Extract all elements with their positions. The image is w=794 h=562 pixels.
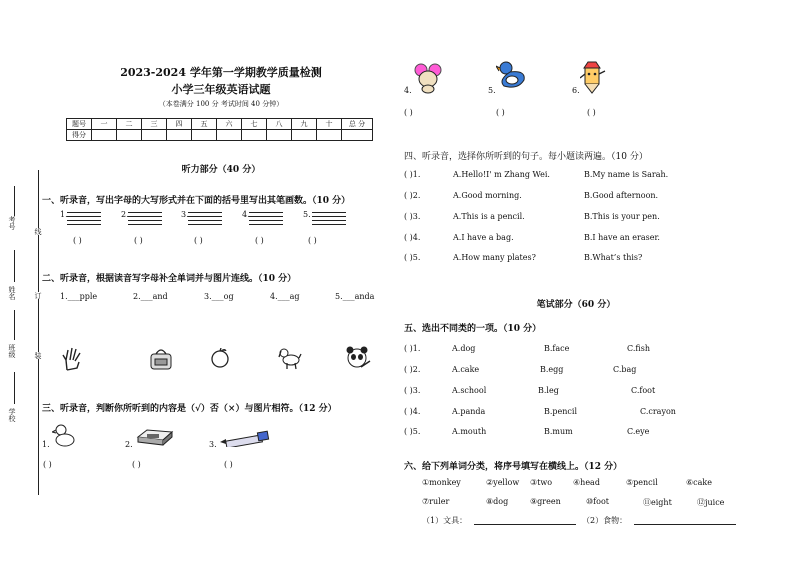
score-blank[interactable]: [292, 130, 317, 141]
score-table-header-row: [67, 119, 373, 130]
q6-word: ②yellow: [486, 478, 520, 487]
q5-num[interactable]: ( )3.: [404, 386, 421, 395]
q5-option-b[interactable]: B.mum: [544, 427, 573, 436]
answer-paren[interactable]: ( ): [308, 236, 317, 245]
q4-option-a[interactable]: A.I have a bag.: [453, 233, 514, 242]
q5-title: 五、选出不同类的一项。（10 分）: [404, 324, 542, 334]
q3-number: 6.: [572, 86, 580, 95]
q6-category-stationery: （1）文具：: [422, 516, 468, 525]
exam-number-label: 考号: [8, 216, 16, 230]
q6-word: ③two: [530, 478, 553, 487]
mouse-icon: [413, 62, 445, 94]
bird-icon: [496, 60, 530, 92]
score-blank[interactable]: [192, 130, 217, 141]
q5-option-a[interactable]: A.panda: [452, 407, 486, 416]
q6-word: ⑧dog: [486, 497, 509, 506]
exam-subtitle: 小学三年级英语试题: [171, 83, 271, 96]
q1-number: 1.: [60, 210, 68, 219]
q6-word: ⑩foot: [586, 497, 609, 506]
q4-num[interactable]: ( )1.: [404, 170, 421, 179]
score-cell: 一: [92, 119, 117, 130]
score-blank[interactable]: [92, 130, 117, 141]
q5-option-b[interactable]: B.face: [544, 344, 570, 353]
pencil-icon: [580, 60, 606, 94]
q5-option-c[interactable]: C.bag: [613, 365, 637, 374]
hand-icon: [62, 346, 84, 372]
score-cell: 三: [142, 119, 167, 130]
q4-num[interactable]: ( )4.: [404, 233, 421, 242]
q6-word: ⑪eight: [643, 498, 672, 507]
duck-icon: [52, 423, 76, 447]
q5-option-c[interactable]: C.eye: [627, 427, 650, 436]
q6-word: ④head: [573, 478, 600, 487]
score-cell: 二: [117, 119, 142, 130]
q4-option-a[interactable]: A.Good morning.: [453, 191, 522, 200]
q6-word: ①monkey: [422, 478, 461, 487]
bag-icon: [148, 347, 174, 371]
exam-title: 2023-2024 学年第一学期教学质量检测: [120, 66, 322, 79]
q6-word: ⑦ruler: [422, 497, 450, 506]
score-blank[interactable]: [142, 130, 167, 141]
marker-zhuang: 装: [34, 352, 42, 359]
answer-paren[interactable]: ( ): [255, 236, 264, 245]
answer-paren[interactable]: ( ): [587, 108, 596, 117]
marker-ding: 订: [34, 292, 42, 299]
q3-title: 三、听录音，判断你所听到的内容是（√）否（×）与图片相符。（12 分）: [42, 404, 337, 414]
q4-option-a[interactable]: A.Hello!I' m Zhang Wei.: [453, 170, 550, 179]
school-blank: [14, 372, 16, 404]
q5-option-c[interactable]: C.crayon: [640, 407, 676, 416]
q4-num[interactable]: ( )2.: [404, 191, 421, 200]
q5-option-a[interactable]: A.school: [452, 386, 487, 395]
q1-number: 3.: [181, 210, 189, 219]
q5-num[interactable]: ( )1.: [404, 344, 421, 353]
q4-option-b[interactable]: B.This is your pen.: [584, 212, 660, 221]
stationery-answer-line[interactable]: [474, 524, 576, 525]
q1-number: 2.: [121, 210, 129, 219]
writing-lines[interactable]: [312, 212, 346, 227]
q4-option-b[interactable]: B.I have an eraser.: [584, 233, 660, 242]
q5-num[interactable]: ( )5.: [404, 427, 421, 436]
q6-word: ⑤pencil: [626, 478, 658, 487]
score-blank[interactable]: [267, 130, 292, 141]
q3-number: 2.: [125, 440, 133, 449]
writing-lines[interactable]: [67, 212, 101, 227]
q4-num[interactable]: ( )3.: [404, 212, 421, 221]
writing-lines[interactable]: [249, 212, 283, 227]
q3-number: 4.: [404, 86, 412, 95]
q4-option-b[interactable]: B.What’s this?: [584, 253, 643, 262]
score-row-label: 得分: [67, 130, 92, 141]
writing-heading: 笔试部分（60 分）: [536, 300, 616, 310]
q2-item[interactable]: 5.___anda: [335, 292, 375, 301]
apple-icon: [210, 348, 230, 368]
score-cell: 五: [192, 119, 217, 130]
q4-title: 四、听录音，选择你所听到的句子。每小题读两遍。（10 分）: [404, 152, 648, 162]
answer-paren[interactable]: ( ): [404, 108, 413, 117]
q6-category-food: （2）食物：: [582, 516, 628, 525]
answer-paren[interactable]: ( ): [194, 236, 203, 245]
q5-option-a[interactable]: A.cake: [452, 365, 480, 374]
score-table: [66, 118, 373, 141]
q2-item[interactable]: 3.___og: [204, 292, 234, 301]
q4-option-b[interactable]: B.Good afternoon.: [584, 191, 659, 200]
score-cell: 题号: [67, 119, 92, 130]
q6-word: ⑫juice: [697, 498, 725, 507]
q4-option-b[interactable]: B.My name is Sarah.: [584, 170, 669, 179]
q2-title: 二、听录音，根据读音写字母补全单词并与图片连线。（10 分）: [42, 274, 297, 284]
q4-num[interactable]: ( )5.: [404, 253, 421, 262]
answer-paren[interactable]: ( ): [224, 460, 233, 469]
score-cell: 九: [292, 119, 317, 130]
score-cell: 八: [267, 119, 292, 130]
listening-heading: 听力部分（40 分）: [181, 165, 261, 175]
score-cell: 十: [317, 119, 342, 130]
score-blank[interactable]: [317, 130, 342, 141]
q3-number: 3.: [209, 440, 217, 449]
exam-number-blank: [14, 186, 16, 216]
score-cell: 四: [167, 119, 192, 130]
score-blank[interactable]: [242, 130, 267, 141]
score-blank[interactable]: [217, 130, 242, 141]
name-label: 姓名: [8, 286, 16, 300]
score-blank[interactable]: [117, 130, 142, 141]
q3-number: 5.: [488, 86, 496, 95]
crayon-icon: [218, 429, 270, 447]
class-blank: [14, 310, 16, 340]
q5-option-a[interactable]: A.mouth: [452, 427, 487, 436]
exam-note: （本卷满分 100 分 考试时间 40 分钟）: [158, 100, 284, 108]
answer-paren[interactable]: ( ): [73, 236, 82, 245]
score-blank[interactable]: [342, 130, 373, 141]
q2-item[interactable]: 4.___ag: [270, 292, 300, 301]
q6-word: ⑥cake: [686, 478, 713, 487]
eraser-icon: [135, 427, 175, 447]
q3-number: 1.: [42, 440, 50, 449]
q5-option-b[interactable]: B.leg: [538, 386, 559, 395]
q6-title: 六、给下列单词分类，将序号填写在横线上。（12 分）: [404, 462, 623, 472]
q5-option-c[interactable]: C.foot: [631, 386, 656, 395]
binding-line: [38, 170, 39, 495]
school-label: 学校: [8, 408, 16, 422]
q2-item[interactable]: 2.___and: [133, 292, 168, 301]
food-answer-line[interactable]: [634, 524, 736, 525]
writing-lines[interactable]: [128, 212, 162, 227]
q1-number: 5.: [303, 210, 311, 219]
q5-option-c[interactable]: C.fish: [627, 344, 650, 353]
answer-paren[interactable]: ( ): [132, 460, 141, 469]
q5-num[interactable]: ( )4.: [404, 407, 421, 416]
writing-lines[interactable]: [188, 212, 222, 227]
q6-word: ⑨green: [530, 497, 561, 506]
answer-paren[interactable]: ( ): [134, 236, 143, 245]
score-cell: 六: [217, 119, 242, 130]
dog-icon: [278, 346, 302, 370]
q5-option-b[interactable]: B.pencil: [544, 407, 578, 416]
q5-option-b[interactable]: B.egg: [540, 365, 564, 374]
q1-number: 4.: [242, 210, 250, 219]
q5-option-a[interactable]: A.dog: [452, 344, 476, 353]
score-table-score-row: [67, 130, 373, 141]
answer-paren[interactable]: ( ): [496, 108, 505, 117]
score-cell: 七: [242, 119, 267, 130]
name-blank: [14, 250, 16, 282]
q4-option-a[interactable]: A.How many plates?: [453, 253, 536, 262]
answer-paren[interactable]: ( ): [43, 460, 52, 469]
q2-item[interactable]: 1.___pple: [60, 292, 98, 301]
score-blank[interactable]: [167, 130, 192, 141]
q1-title: 一、听录音，写出字母的大写形式并在下面的括号里写出其笔画数。（10 分）: [42, 196, 351, 206]
class-label: 班级: [8, 344, 16, 358]
q5-num[interactable]: ( )2.: [404, 365, 421, 374]
panda-icon: [345, 345, 371, 371]
q4-option-a[interactable]: A.This is a pencil.: [453, 212, 525, 221]
score-cell: 总 分: [342, 119, 373, 130]
marker-line: 线: [34, 228, 42, 235]
